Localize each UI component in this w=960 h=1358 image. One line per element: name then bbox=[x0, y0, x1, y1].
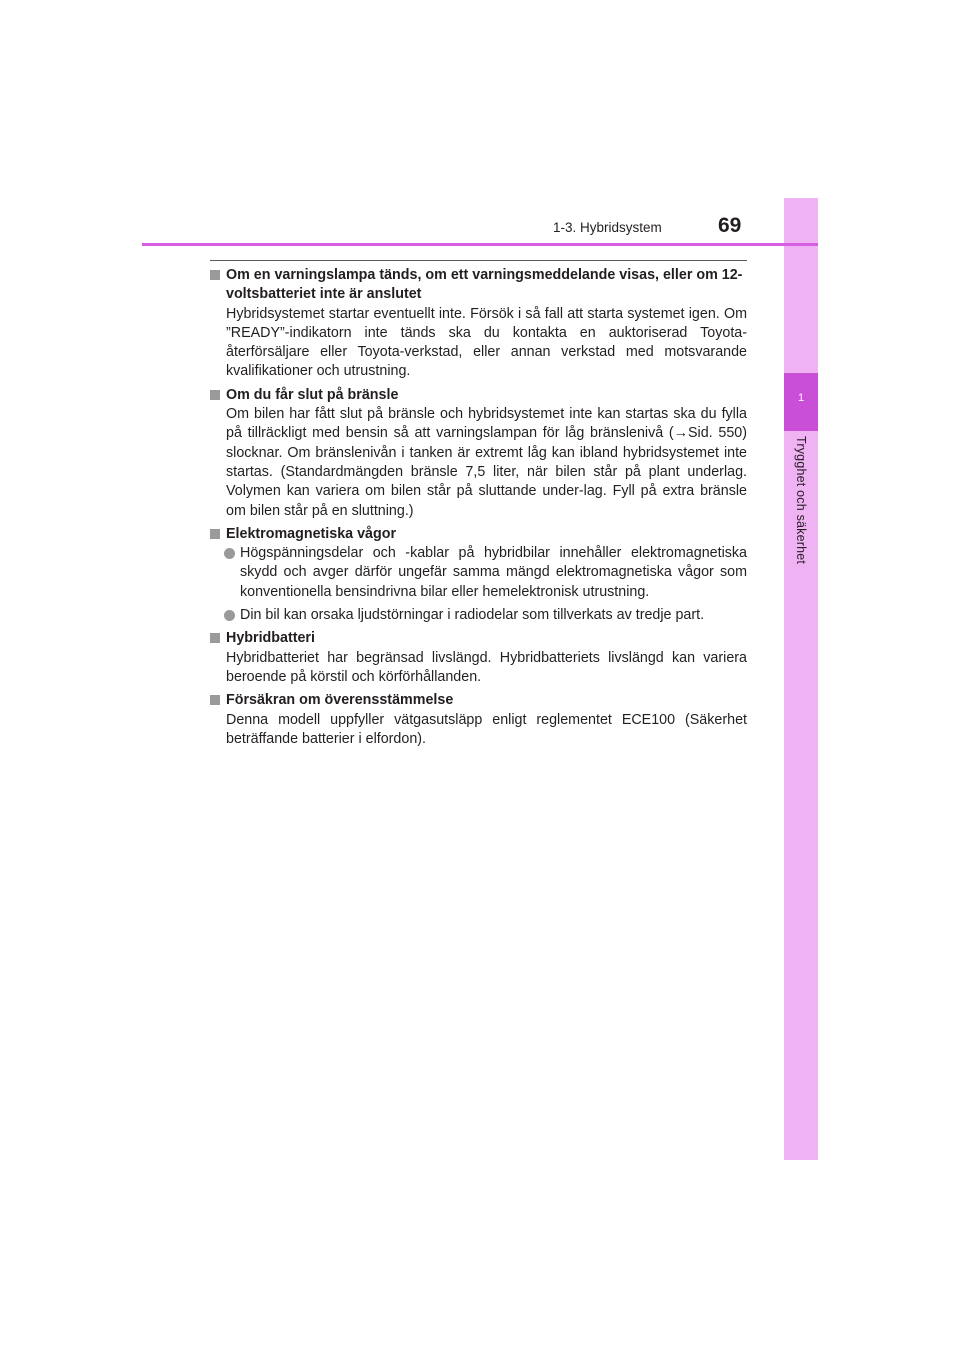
section-heading bbox=[210, 525, 747, 544]
section-warning-light bbox=[210, 266, 747, 382]
page-content bbox=[210, 266, 747, 753]
side-tab-chapter-number: 1 bbox=[797, 392, 805, 404]
round-bullet-icon bbox=[224, 548, 235, 559]
square-bullet-icon bbox=[210, 633, 220, 643]
section-heading-text: Om en varningslampa tänds, om ett varningsmeddelande visas, eller om 12-voltsbatteriet inte är anslutet bbox=[226, 267, 743, 303]
section-heading-text: Elektromagnetiska vågor bbox=[226, 525, 397, 542]
section-body: Hybridsystemet startar eventuellt inte. Försök i så fall att starta systemet igen. Om ”READY”-indikatorn inte tänds ska du kontakta en auktoriserad Toyota-återförsäljare eller Toyota-verkstad, eller annan verkstad med motsvarande kvalifikationer och utrustning. bbox=[226, 305, 747, 380]
section-heading bbox=[210, 266, 747, 305]
square-bullet-icon bbox=[210, 390, 220, 400]
list-item-text: Din bil kan orsaka ljudstörningar i radiodelar som tillverkats av tredje part. bbox=[240, 607, 705, 624]
section-heading bbox=[210, 629, 747, 648]
list-item-text: Högspänningsdelar och -kablar på hybridbilar innehåller elektromagnetiska skydd och avger därför ungefär samma mängd elektromagnetiska vågor som konventionella bensindrivna bilar eller hemelektronisk utrustning. bbox=[240, 545, 747, 600]
section-body: Om bilen har fått slut på bränsle och hybridsystemet inte kan startas ska du fylla på tillräckligt med bensin så att varningslampan för låg bränslenivå (→Sid. 550) slocknar. Om bränslenivån i tanken är extremt låg kan ibland hybridsystemet inte startas. (Standardmängden bränsle 7,5 liter, när bilen står på plant underlag. Volymen kan variera om bilen står på sluttande under-lag. Fyll på extra bränsle om bilen står på en sluttning.) bbox=[226, 406, 747, 519]
header-section-title: 1-3. Hybridsystem bbox=[553, 220, 662, 235]
square-bullet-icon bbox=[210, 529, 220, 539]
side-tab-chapter-title: Trygghet och säkerhet bbox=[794, 436, 808, 565]
section-declaration-of-conformity bbox=[210, 691, 747, 749]
section-heading bbox=[210, 386, 747, 405]
section-heading bbox=[210, 691, 747, 710]
side-tab bbox=[784, 198, 818, 1160]
section-heading-text: Om du får slut på bränsle bbox=[226, 386, 399, 403]
section-out-of-fuel bbox=[210, 386, 747, 521]
section-heading-text: Hybridbatteri bbox=[226, 630, 315, 647]
section-electromagnetic-waves bbox=[210, 525, 747, 625]
square-bullet-icon bbox=[210, 270, 220, 280]
section-heading-text: Försäkran om överensstämmelse bbox=[226, 692, 454, 709]
section-hybrid-battery bbox=[210, 629, 747, 687]
header-divider bbox=[142, 243, 818, 246]
square-bullet-icon bbox=[210, 695, 220, 705]
list-item bbox=[210, 544, 747, 602]
section-body: Denna modell uppfyller vätgasutsläpp enligt reglementet ECE100 (Säkerhet beträffande batterier i elfordon). bbox=[226, 711, 747, 747]
list-item bbox=[210, 606, 747, 625]
page-number: 69 bbox=[718, 214, 742, 237]
round-bullet-icon bbox=[224, 610, 235, 621]
section-body: Hybridbatteriet har begränsad livslängd. Hybridbatteriets livslängd kan variera beroende på körstil och körförhållanden. bbox=[226, 649, 747, 685]
content-top-rule bbox=[210, 260, 747, 261]
